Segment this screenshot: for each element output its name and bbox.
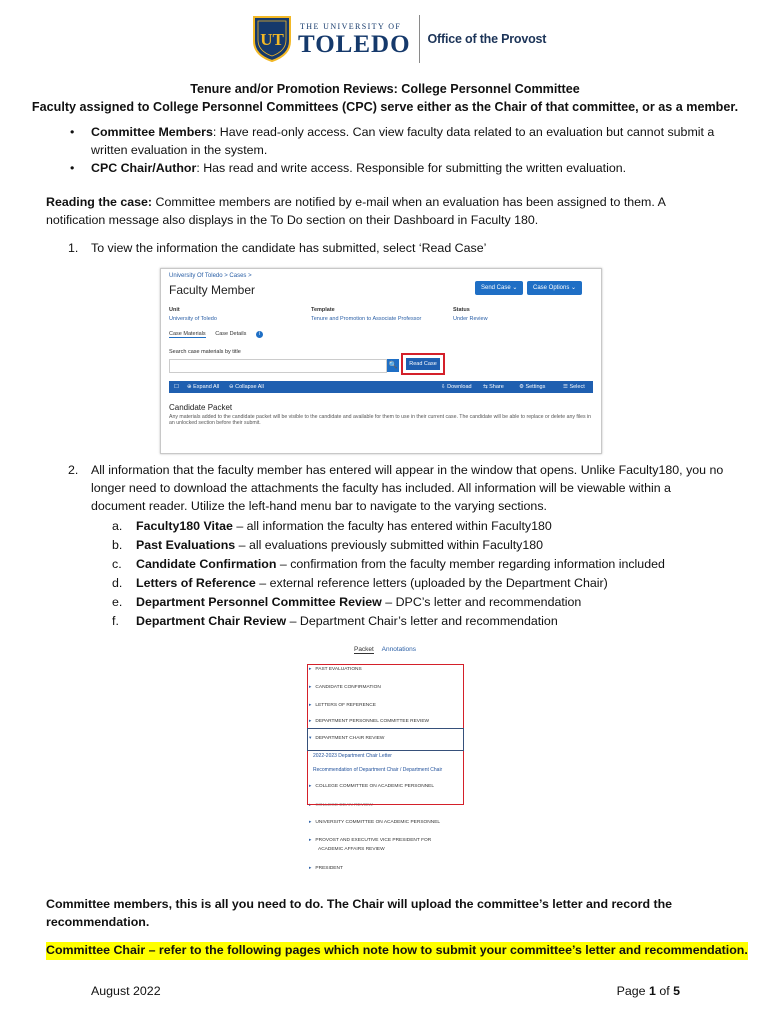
- packet-item-label: DEPARTMENT CHAIR REVIEW: [315, 736, 385, 741]
- reading-label: Reading the case:: [46, 195, 153, 209]
- packet-tabs: [305, 646, 465, 654]
- case-tabs: [169, 331, 279, 338]
- section-label: Past Evaluations: [136, 538, 236, 552]
- packet-toolbar: [169, 381, 593, 393]
- reading-text: Committee members are notified by e-mail when an evaluation has been assigned to them. A notification message also displays in the To Do section on their Dashboard in Faculty 180.: [46, 195, 666, 227]
- list-item: [112, 613, 732, 631]
- step-number: 2.: [68, 463, 79, 477]
- section-letter: a.: [112, 519, 123, 533]
- packet-item-label: PRESIDENT: [315, 866, 343, 871]
- packet-item-label: PAST EVALUATIONS: [315, 667, 362, 672]
- tab-annotations[interactable]: Annotations: [381, 646, 417, 653]
- expand-all-button[interactable]: ⊕ Expand All: [187, 384, 220, 390]
- select-button[interactable]: ☰ Select: [563, 384, 585, 390]
- office-name: Office of the Provost: [427, 31, 547, 46]
- chevron-right-icon: ▸: [309, 784, 312, 789]
- section-label: Department Personnel Committee Review: [136, 595, 382, 609]
- tab-case-details[interactable]: [215, 331, 271, 337]
- collapse-all-button[interactable]: ⊖ Collapse All: [229, 384, 264, 390]
- page-prefix: Page: [616, 984, 649, 998]
- chevron-right-icon: ▸: [309, 820, 312, 825]
- role-text: : Have read-only access. Can view faculty data related to an evaluation but cannot submit a written evaluation in the system.: [91, 125, 715, 157]
- unit-value[interactable]: University of Toledo: [169, 316, 217, 322]
- packet-subitem[interactable]: 2022-2023 Department Chair Letter: [313, 753, 392, 759]
- chevron-right-icon: ▸: [309, 719, 312, 724]
- packet-item-label: COLLEGE COMMITTEE ON ACADEMIC PERSONNEL: [315, 784, 435, 789]
- section-letter: e.: [112, 595, 123, 609]
- closing-note: Committee members, this is all you need to do. The Chair will upload the committee’s letter and record the recommendation.: [46, 897, 673, 929]
- candidate-packet-title: Candidate Packet: [169, 403, 233, 412]
- packet-item-continuation: ACADEMIC AFFAIRS REVIEW: [318, 847, 385, 852]
- page-total: 5: [673, 984, 680, 998]
- info-icon: i: [256, 331, 263, 338]
- page-current: 1: [648, 984, 656, 998]
- footer-date: August 2022: [91, 984, 161, 998]
- packet-item-label: DEPARTMENT PERSONNEL COMMITTEE REVIEW: [315, 719, 430, 724]
- packet-item-label: LETTERS OF REFERENCE: [315, 703, 376, 708]
- status-label: Status: [453, 307, 470, 313]
- packet-item-label: UNIVERSITY COMMITTEE ON ACADEMIC PERSONNEL: [315, 820, 441, 825]
- logo-divider: [419, 15, 420, 63]
- section-text: – confirmation from the faculty member regarding information included: [276, 557, 665, 571]
- roles-list: [46, 124, 726, 178]
- share-button[interactable]: ⇆ Share: [483, 384, 504, 390]
- univ-name: TOLEDO: [298, 31, 411, 59]
- selected-item-box: [307, 728, 464, 751]
- read-case-highlight: [401, 353, 445, 375]
- list-item: [112, 575, 732, 593]
- chevron-right-icon: ▸: [309, 838, 312, 843]
- packet-navigation-screenshot: [305, 640, 465, 878]
- bullet-icon: •: [70, 160, 75, 175]
- chevron-right-icon: ▸: [309, 803, 312, 808]
- faculty-member-screenshot: [160, 268, 602, 454]
- template-value[interactable]: Tenure and Promotion to Associate Professor: [311, 316, 422, 322]
- list-item: [46, 124, 726, 160]
- section-label: Candidate Confirmation: [136, 557, 277, 571]
- document-title: Tenure and/or Promotion Reviews: College Personnel Committee: [190, 82, 580, 96]
- download-button[interactable]: ⇩ Download: [441, 384, 472, 390]
- unit-label: Unit: [169, 307, 180, 313]
- step-number: 1.: [68, 241, 79, 255]
- role-label: CPC Chair/Author: [91, 160, 197, 175]
- page-number: [617, 983, 680, 1001]
- page-title: Faculty Member: [169, 283, 256, 297]
- candidate-packet-description: Any materials added to the candidate packet will be visible to the candidate and available for them to use in their current case. The candidate will be able to replace or delete any files in an unlocked section before their submit.: [169, 414, 592, 427]
- seal-text: UT: [260, 30, 284, 49]
- document-subtitle: Faculty assigned to College Personnel Committees (CPC) serve either as the Chair of that committee, or as a member.: [31, 100, 739, 114]
- packet-item[interactable]: [309, 820, 440, 826]
- section-letter: f.: [112, 614, 119, 628]
- section-letter: b.: [112, 538, 123, 552]
- list-item: [112, 556, 732, 574]
- tab-case-materials[interactable]: Case Materials: [169, 331, 206, 337]
- chevron-right-icon: ▸: [309, 703, 312, 708]
- section-label: Department Chair Review: [136, 614, 287, 628]
- univ-line: THE UNIVERSITY OF: [300, 21, 402, 31]
- breadcrumb[interactable]: University Of Toledo > Cases >: [169, 273, 252, 279]
- search-label: Search case materials by title: [169, 349, 241, 355]
- packet-item-label: COLLEGE DEAN REVIEW: [315, 803, 373, 808]
- step-text: To view the information the candidate has submitted, select ‘Read Case’: [91, 241, 487, 255]
- case-options-button[interactable]: Case Options ⌄: [527, 281, 582, 295]
- template-label: Template: [311, 307, 335, 313]
- step-1: [46, 240, 726, 258]
- packet-subitem[interactable]: Recommendation of Department Chair / Department Chair: [313, 767, 443, 773]
- status-value[interactable]: Under Review: [453, 316, 488, 322]
- wordmark: [298, 21, 411, 58]
- university-logo: [252, 11, 546, 67]
- chevron-right-icon: ▸: [309, 866, 312, 871]
- section-text: – Department Chair’s letter and recommendation: [286, 614, 558, 628]
- list-item: [112, 537, 732, 555]
- tab-packet[interactable]: Packet: [353, 646, 374, 653]
- search-icon[interactable]: 🔍: [387, 359, 399, 372]
- step-2: [46, 462, 726, 516]
- search-input[interactable]: [169, 359, 387, 373]
- packet-item-label: PROVOST AND EXECUTIVE VICE PRESIDENT FOR: [315, 838, 432, 843]
- section-letter: d.: [112, 576, 123, 590]
- list-item: [46, 160, 726, 178]
- section-label: Letters of Reference: [136, 576, 256, 590]
- send-case-button[interactable]: Send Case ⌄: [475, 281, 523, 295]
- read-case-button[interactable]: Read Case: [406, 358, 440, 370]
- bullet-icon: •: [70, 125, 75, 139]
- ut-shield-icon: [252, 15, 292, 63]
- list-item: [112, 594, 732, 612]
- section-text: – all information the faculty has entered within Faculty180: [232, 519, 552, 533]
- highlighted-note: Committee Chair – refer to the following pages which note how to submit your committee’s letter and recommendation.: [46, 942, 748, 960]
- chevron-right-icon: ▸: [309, 667, 312, 672]
- section-text: – external reference letters (uploaded by the Department Chair): [255, 576, 608, 590]
- section-text: – DPC’s letter and recommendation: [381, 595, 582, 609]
- role-text: : Has read and write access. Responsible for submitting the written evaluation.: [196, 160, 627, 175]
- tab-case-details-label: Case Details: [215, 331, 247, 337]
- settings-button[interactable]: ⚙ Settings: [519, 384, 546, 390]
- packet-item-label: CANDIDATE CONFIRMATION: [315, 685, 381, 690]
- section-text: – all evaluations previously submitted within Faculty180: [235, 538, 544, 552]
- role-label: Committee Members: [91, 125, 213, 139]
- packet-item[interactable]: [309, 866, 343, 872]
- section-label: Faculty180 Vitae: [136, 519, 233, 533]
- reading-paragraph: [46, 194, 726, 230]
- chevron-right-icon: ▸: [309, 685, 312, 690]
- section-letter: c.: [112, 557, 122, 571]
- page-of: of: [655, 984, 674, 998]
- packet-item[interactable]: [309, 838, 431, 844]
- step-text: All information that the faculty member has entered will appear in the window that opens. Unlike Faculty180, you no longer need to download the attachments the faculty has included. All information will be viewable within a document reader. Utilize the left-hand menu bar to navigate to the varying sections.: [91, 463, 724, 513]
- select-checkbox-icon[interactable]: ☐: [174, 384, 179, 390]
- chevron-down-icon: ▾: [309, 736, 312, 741]
- list-item: [112, 518, 732, 536]
